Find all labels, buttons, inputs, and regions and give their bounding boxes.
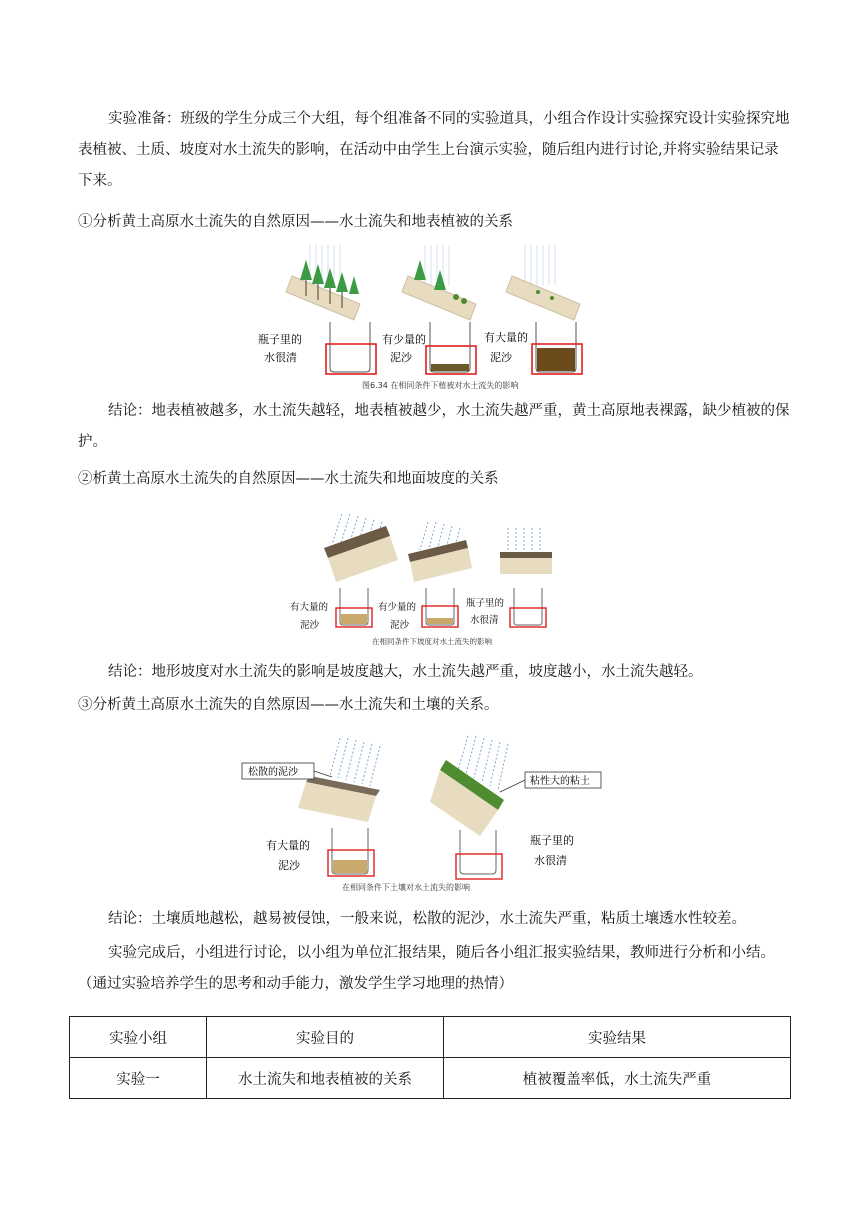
- beaker-clear: [326, 322, 376, 374]
- fig2-label-a1: 有大量的: [290, 602, 329, 613]
- fig1-caption: 图6.34 在相同条件下植被对水土流失的影响: [362, 381, 519, 390]
- fig1-label-a1: 瓶子里的: [258, 333, 302, 346]
- table-row: [70, 1058, 791, 1099]
- fig1-label-c2: 泥沙: [490, 351, 512, 364]
- soil-figure: [240, 730, 610, 902]
- fig3-label-c2: 水很清: [534, 854, 567, 867]
- fig1-label-a2: 水很清: [264, 351, 297, 364]
- fig2-label-c1: 瓶子里的: [466, 598, 505, 609]
- fig3-label-c1: 瓶子里的: [530, 834, 574, 847]
- fig3-label-loose: 松散的泥沙: [248, 767, 298, 778]
- table-header-cell: 实验目的: [207, 1017, 444, 1058]
- slope-loose-sand: [298, 776, 380, 822]
- fig2-label-b1: 有少量的: [378, 602, 417, 613]
- fig3-label-clay: 粘性大的粘土: [530, 776, 590, 787]
- section2-conclusion: 结论：地形坡度对水土流失的影响是坡度越大，水土流失越严重，坡度越小，水土流失越轻。: [108, 664, 703, 680]
- table-cell: 植被覆盖率低，水土流失严重: [444, 1058, 791, 1099]
- section2-heading: ②析黄土高原水土流失的自然原因——水土流失和地面坡度的关系: [78, 471, 499, 487]
- slope-gentle: [408, 540, 472, 582]
- slope-figure: [286, 510, 566, 654]
- results-table: [69, 1016, 791, 1099]
- slope-dense-vegetation: [286, 260, 360, 320]
- section3-conclusion: 结论：土壤质地越松，越易被侵蚀，一般来说，松散的泥沙，水土流失严重，粘质土壤透水性较差。: [108, 911, 746, 927]
- label-clay-box: [500, 772, 601, 792]
- fig2-label-a2: 泥沙: [300, 620, 320, 631]
- intro-paragraph: 实验准备：班级的学生分成三个大组，每个组准备不同的实验道具，小组合作设计实验探究设计实验探究地表植被、土质、坡度对水土流失的影响，在活动中由学生上台演示实验，随后组内进行讨论,并将实验结果记录下来。: [78, 111, 790, 189]
- section1-heading: ①分析黄土高原水土流失的自然原因——水土流失和地表植被的关系: [78, 214, 513, 230]
- fig2-label-b2: 泥沙: [390, 620, 410, 631]
- vegetation-figure: [250, 240, 610, 400]
- summary-paragraph: 实验完成后，小组进行讨论，以小组为单位汇报结果，随后各小组汇报实验结果，教师进行分析和小结。（通过实验培养学生的思考和动手能力，激发学生学习地理的热情）: [78, 945, 775, 992]
- table-header-cell: 实验结果: [444, 1017, 791, 1058]
- beaker-little-mud: [426, 322, 476, 374]
- fig3-label-a1: 有大量的: [266, 839, 310, 852]
- slope-sparse-vegetation: [402, 260, 476, 320]
- fig2-label-c2: 水很清: [470, 615, 499, 626]
- slope-flat: [500, 552, 552, 574]
- table-cell: 实验一: [70, 1058, 207, 1099]
- section3-heading: ③分析黄土高原水土流失的自然原因——水土流失和土壤的关系。: [78, 697, 499, 713]
- fig3-caption: 在相同条件下土壤对水土流失的影响: [342, 883, 470, 892]
- beaker-much-mud: [532, 322, 582, 374]
- fig1-label-b2: 泥沙: [390, 351, 412, 364]
- fig1-label-c1: 有大量的: [484, 331, 528, 344]
- fig2-caption: 在相同条件下坡度对水土流失的影响: [372, 637, 492, 646]
- section1-conclusion: 结论：地表植被越多，水土流失越轻，地表植被越少，水土流失越严重，黄土高原地表裸露，缺少植被的保护。: [78, 403, 790, 450]
- fig1-label-b1: 有少量的: [382, 333, 426, 346]
- table-header-row: [70, 1017, 791, 1058]
- table-header-cell: 实验小组: [70, 1017, 207, 1058]
- table-cell: 水土流失和地表植被的关系: [207, 1058, 444, 1099]
- fig3-label-a2: 泥沙: [278, 859, 300, 872]
- label-loose-sand-box: [242, 763, 332, 779]
